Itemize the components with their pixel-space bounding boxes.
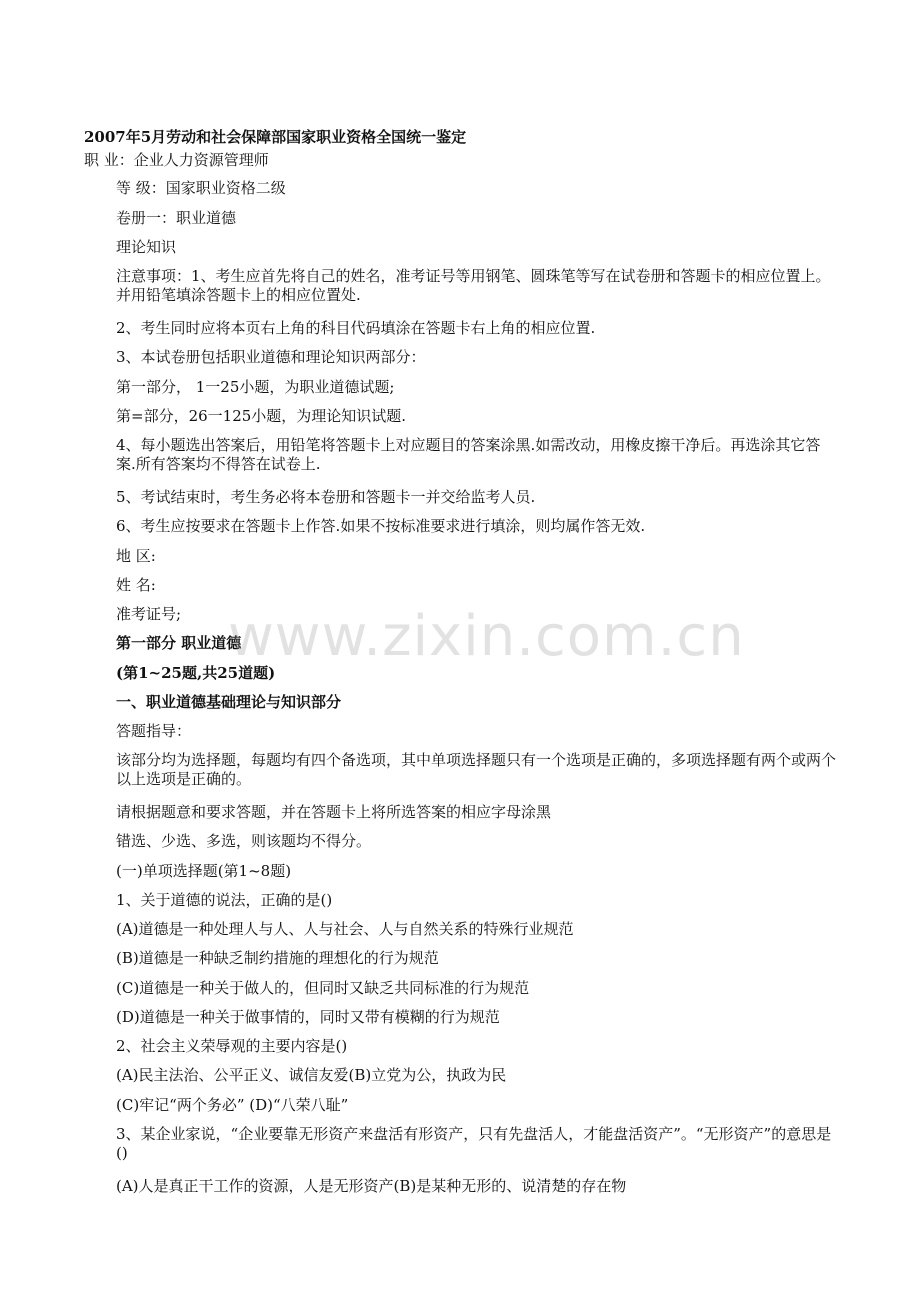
question-1-option-c: (C)道德是一种关于做人的，但同时又缺乏共同标准的行为规范 (116, 979, 530, 997)
subsection-1: 一、职业道德基础理论与知识部分 (116, 693, 342, 711)
watermark-text: www.zixin.com.cn (228, 604, 745, 669)
exam-number-field: 准考证号; (116, 605, 182, 623)
note-6: 6、考生应按要求在答题卡上作答.如果不按标准要求进行填涂，则均属作答无效. (116, 517, 646, 535)
part2-range: 第=部分，26一125小题，为理论知识试题. (116, 407, 407, 425)
region-field: 地 区: (116, 547, 156, 565)
question-2-options-cd: (C)牢记“两个务必” (D)“八荣八耻” (116, 1096, 349, 1114)
guide-label: 答题指导： (116, 722, 192, 740)
question-2-options-ab: (A)民主法治、公平正义、诚信友爱(B)立党为公，执政为民 (116, 1066, 507, 1084)
guide-2: 请根据题意和要求答题，并在答题卡上将所选答案的相应字母涂黑 (116, 803, 552, 821)
name-field: 姓 名: (116, 576, 156, 594)
guide-3: 错选、少选、多选，则该题均不得分。 (116, 832, 372, 850)
level-line: 等 级：国家职业资格二级 (116, 179, 286, 197)
document-title: 2007年5月劳动和社会保障部国家职业资格全国统一鉴定 (84, 128, 467, 146)
note-5: 5、考试结束时，考生务必将本卷册和答题卡一并交给监考人员. (116, 488, 536, 506)
theory-line: 理论知识 (116, 238, 177, 256)
note-3: 3、本试卷册包括职业道德和理论知识两部分： (116, 348, 426, 366)
profession-line: 职 业：企业人力资源管理师 (84, 151, 269, 169)
single-choice-heading: (一)单项选择题(第1~8题) (116, 862, 292, 880)
note-1: 注意事项：1、考生应首先将自己的姓名，准考证号等用钢笔、圆珠笔等写在试卷册和答题卡的相应位置上。并用铅笔填涂答题卡上的相应位置处. (116, 267, 831, 304)
note-4: 4、每小题选出答案后，用铅笔将答题卡上对应题目的答案涂黑.如需改动，用橡皮擦干净后。再选涂其它答案.所有答案均不得答在试卷上. (116, 436, 821, 473)
question-1: 1、关于道德的说法，正确的是() (116, 891, 333, 909)
section1-range: (第1~25题,共25道题) (116, 664, 276, 682)
question-1-option-b: (B)道德是一种缺乏制约措施的理想化的行为规范 (116, 949, 439, 967)
question-3: 3、某企业家说，“企业要靠无形资产来盘活有形资产，只有先盘活人，才能盘活资产”。“无形资产”的意思是() (116, 1125, 832, 1162)
question-2: 2、社会主义荣辱观的主要内容是() (116, 1037, 348, 1055)
part1-range: 第一部分， 1一25小题，为职业道德试题; (116, 378, 395, 396)
question-3-options-ab: (A)人是真正干工作的资源，人是无形资产(B)是某种无形的、说清楚的存在物 (116, 1177, 627, 1195)
note-2: 2、考生同时应将本页右上角的科目代码填涂在答题卡右上角的相应位置. (116, 319, 596, 337)
volume-line: 卷册一：职业道德 (116, 209, 237, 227)
question-1-option-d: (D)道德是一种关于做事情的，同时又带有模糊的行为规范 (116, 1008, 500, 1026)
guide-1: 该部分均为选择题，每题均有四个备选项，其中单项选择题只有一个选项是正确的，多项选择题有两个或两个以上选项是正确的。 (116, 751, 837, 788)
question-1-option-a: (A)道德是一种处理人与人、人与社会、人与自然关系的特殊行业规范 (116, 920, 574, 938)
section1-title: 第一部分 职业道德 (116, 634, 242, 652)
